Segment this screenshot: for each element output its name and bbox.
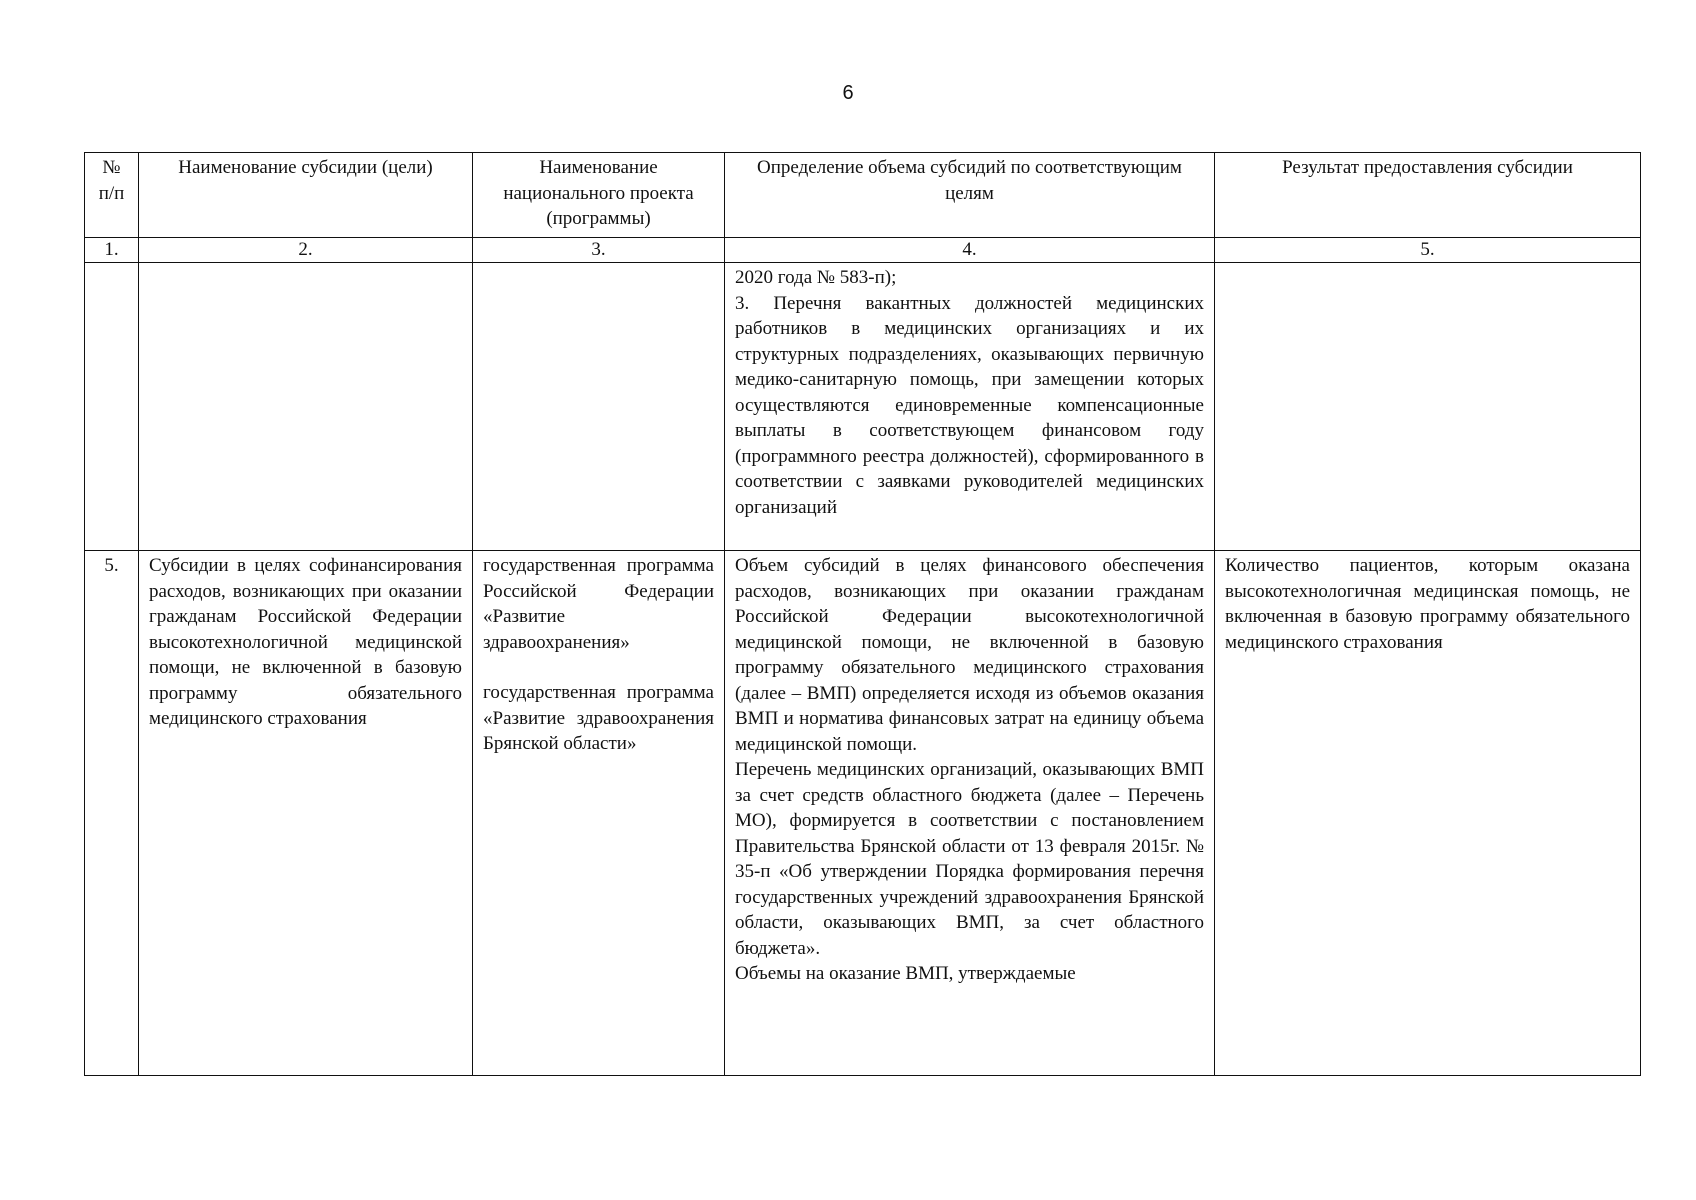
paragraph: государственная программа Российской Федерации «Развитие здравоохранения» [483, 555, 714, 653]
header-subsidy-name: Наименование субсидии (цели) [139, 153, 473, 238]
header-result: Результат предоставления субсидии [1215, 153, 1641, 238]
subsidy-table [84, 152, 1641, 1076]
paragraph: 3. Перечня вакантных должностей медицинских работников в медицинских организациях и их структурных подразделениях, оказывающих первичную медико-санитарную помощь, при замещении которых осуществляются единовременные компенсационные выплаты в соответствующем финансовом году (программного реестра должностей), сформированного в соответствии с заявками руководителей медицинских организаций [735, 292, 1204, 518]
column-number: 4. [725, 238, 1215, 263]
cell-empty [473, 263, 725, 551]
table-row-continuation [85, 263, 1641, 551]
header-number: № п/п [85, 153, 139, 238]
cell-subsidy-name: Субсидии в целях софинансирования расходов, возникающих при оказании гражданам Российской Федерации высокотехнологичной медицинской помощи, не включенной в базовую программу обязательного медицинского страхования [139, 551, 473, 1076]
column-number: 2. [139, 238, 473, 263]
cell-result: Количество пациентов, которым оказана высокотехнологичная медицинская помощь, не включенная в базовую программу обязательного медицинского страхования [1215, 551, 1641, 1076]
cell-row-number: 5. [85, 551, 139, 1076]
column-number: 3. [473, 238, 725, 263]
paragraph: Объем субсидий в целях финансового обеспечения расходов, возникающих при оказании гражданам Российской Федерации высокотехнологичной медицинской помощи, не включенной в базовую программу обязательного медицинского страхования (далее – ВМП) определяется исходя из объемов оказания ВМП и норматива финансовых затрат на единицу объема медицинской помощи. [735, 555, 1204, 755]
paragraph: государственная программа «Развитие здравоохранения Брянской области» [483, 682, 714, 754]
header-volume-determination: Определение объема субсидий по соответствующим целям [725, 153, 1215, 238]
cell-empty [139, 263, 473, 551]
table-row [85, 551, 1641, 1076]
column-number: 1. [85, 238, 139, 263]
table-header-row [85, 153, 1641, 238]
paragraph: Объемы на оказание ВМП, утверждаемые [735, 963, 1076, 984]
cell-national-project [473, 551, 725, 1076]
paragraph-gap [483, 655, 714, 680]
cell-empty [85, 263, 139, 551]
header-national-project: Наименование национального проекта (программы) [473, 153, 725, 238]
column-number: 5. [1215, 238, 1641, 263]
cell-volume-determination [725, 551, 1215, 1076]
page-number: 6 [842, 82, 854, 104]
column-number-row [85, 238, 1641, 263]
cell-determination-continued [725, 263, 1215, 551]
paragraph: 2020 года № 583-п); [735, 267, 897, 288]
cell-empty [1215, 263, 1641, 551]
paragraph: Перечень медицинских организаций, оказывающих ВМП за счет средств областного бюджета (далее – Перечень МО), формируется в соответствии с постановлением Правительства Брянской области от 13 февраля 2015г. № 35-п «Об утверждении Порядка формирования перечня государственных учреждений здравоохранения Брянской области, оказывающих ВМП, за счет областного бюджета». [735, 759, 1204, 959]
